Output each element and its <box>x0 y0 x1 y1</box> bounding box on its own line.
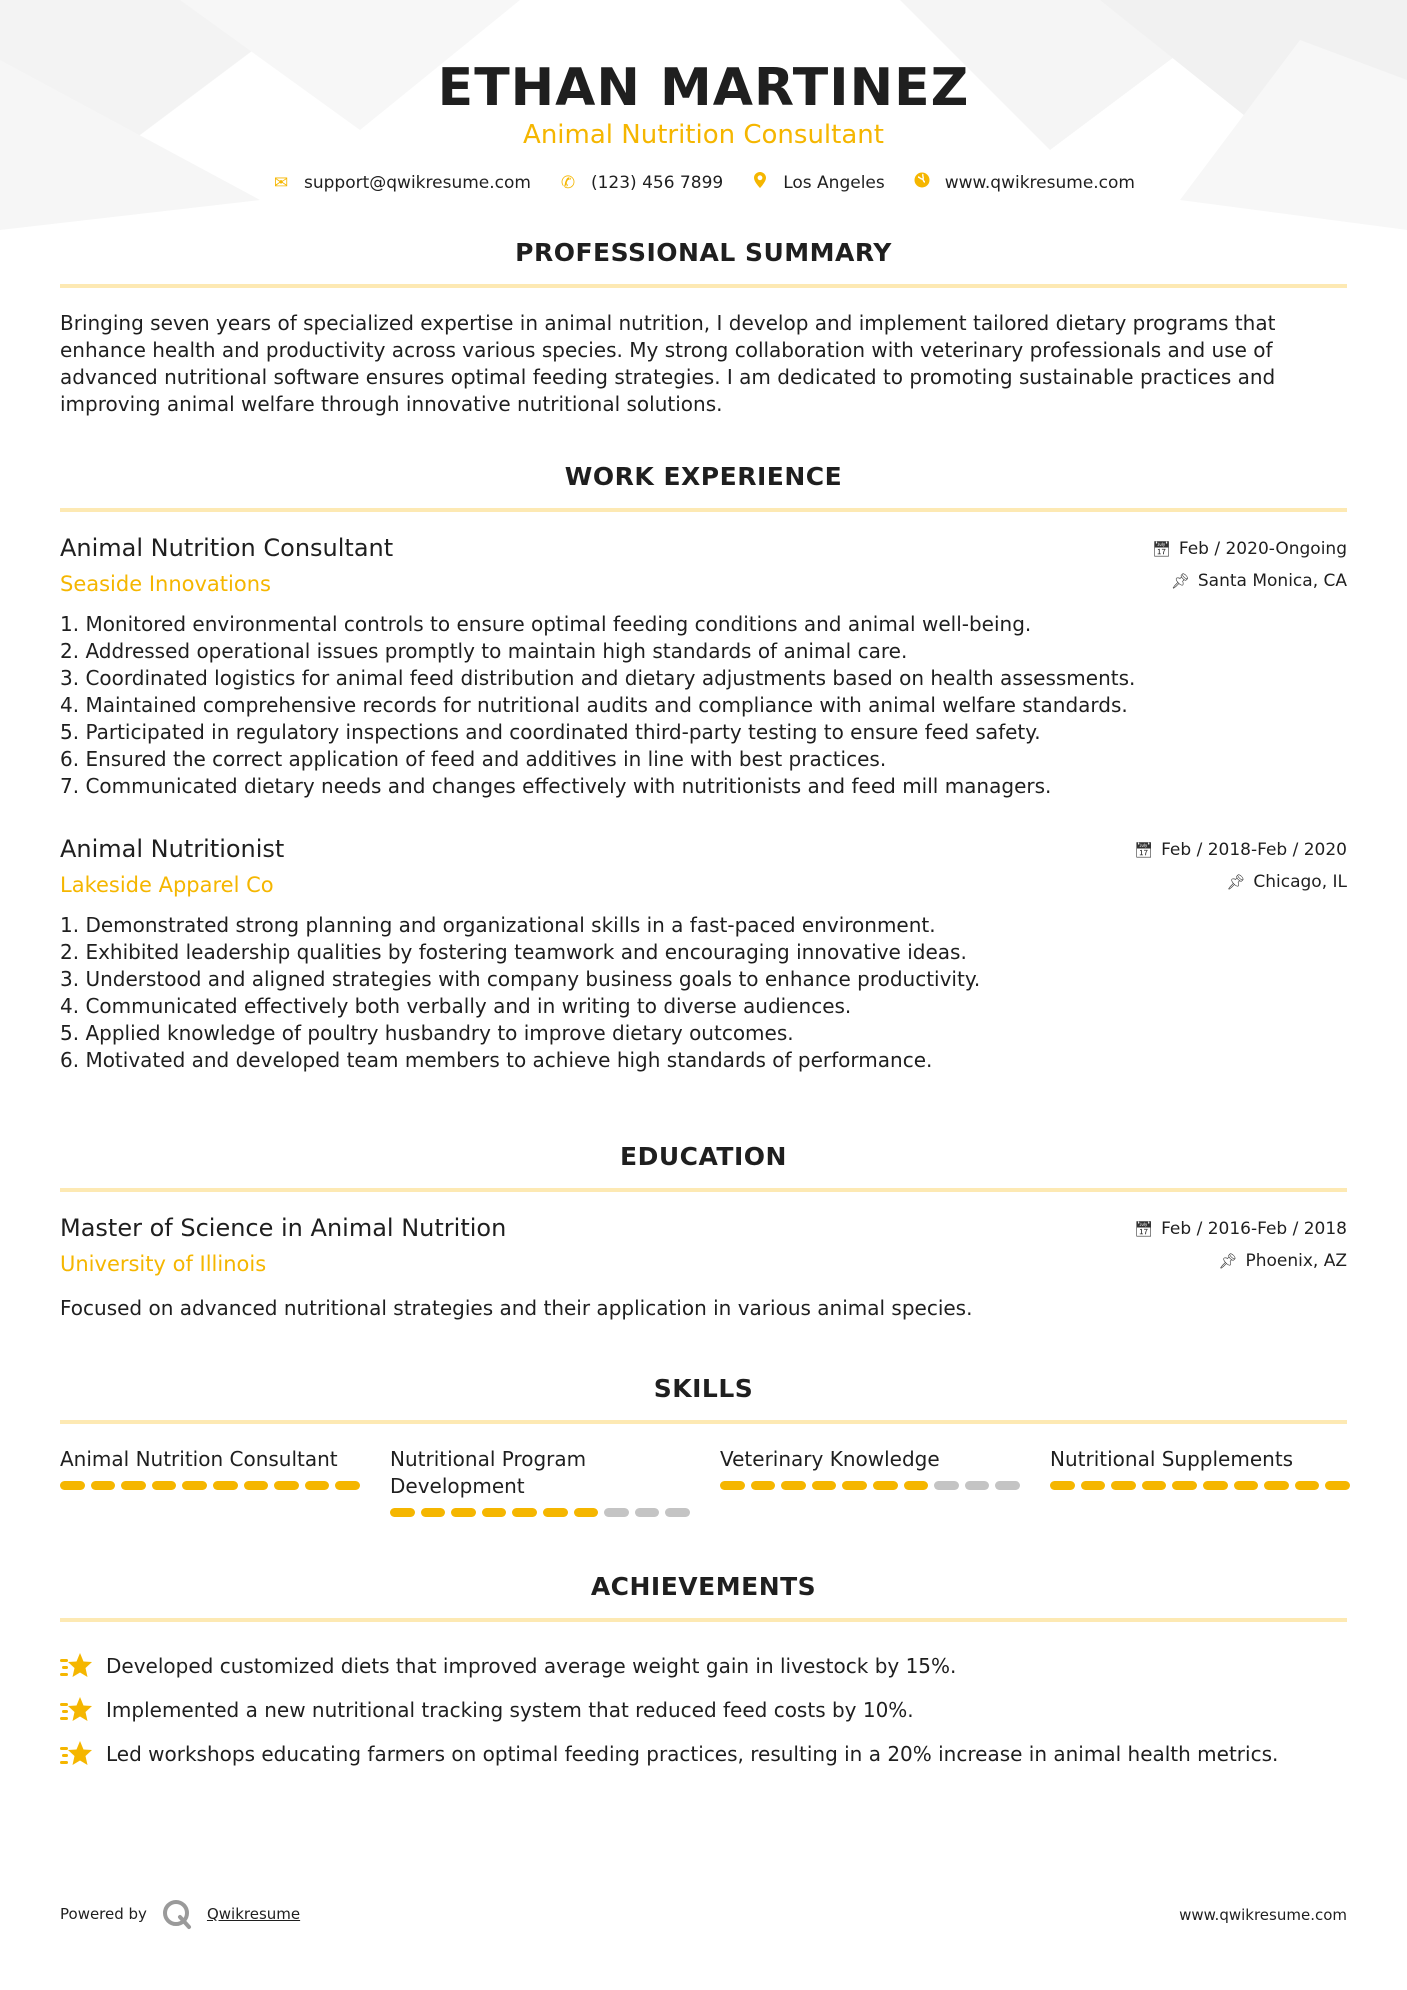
skill-level-segment <box>812 1481 837 1490</box>
list-item <box>60 1688 1347 1732</box>
achievements-divider <box>60 1618 1347 1622</box>
list-item: 1. Demonstrated strong planning and organizational skills in a fast-paced environment. <box>60 913 936 937</box>
list-item: 6. Motivated and developed team members to achieve high standards of performance. <box>60 1048 933 1072</box>
education-date-text: Feb / 2016-Feb / 2018 <box>1161 1219 1347 1239</box>
calendar-icon: 📅︎ <box>1134 1220 1154 1238</box>
job-location <box>1226 872 1347 892</box>
achievement-text: Implemented a new nutritional tracking system that reduced feed costs by 10%. <box>106 1698 914 1722</box>
contact-location-text: Los Angeles <box>783 172 885 193</box>
qwikresume-logo-icon <box>161 1898 193 1930</box>
school-name: University of Illinois <box>60 1252 267 1276</box>
skills-heading: SKILLS <box>653 1374 754 1403</box>
skill-level-segment <box>873 1481 898 1490</box>
contact-email-text: support@qwikresume.com <box>304 172 531 193</box>
job-title: Animal Nutritionist <box>60 835 285 863</box>
skill-level-segment <box>635 1508 660 1517</box>
contact-website-text: www.qwikresume.com <box>944 172 1135 193</box>
skill-level-segment <box>574 1508 599 1517</box>
skill-name: Nutritional Supplements <box>1050 1447 1294 1471</box>
skill-level-segment <box>335 1481 360 1490</box>
skill-level-segment <box>543 1508 568 1517</box>
skill-item <box>390 1446 690 1517</box>
experience-heading: WORK EXPERIENCE <box>564 462 843 491</box>
list-item <box>60 1644 1347 1688</box>
skill-level-segment <box>512 1508 537 1517</box>
job-date <box>1134 840 1347 860</box>
map-marker-icon <box>751 172 769 193</box>
skill-level-segment <box>1295 1481 1320 1490</box>
summary-divider <box>60 284 1347 288</box>
skill-level-segment <box>1050 1481 1075 1490</box>
skills-divider <box>60 1420 1347 1424</box>
skill-level-segment <box>1142 1481 1167 1490</box>
job-location-text: Santa Monica, CA <box>1197 571 1347 591</box>
summary-text: Bringing seven years of specialized expertise in animal nutrition, I develop and implement tailored dietary programs that enhance health and productivity across various species. My strong collaboration with veterinary professionals and use of advanced nutritional software ensures optimal feeding strategies. I am dedicated to promoting sustainable practices and improving animal welfare through innovative nutritional solutions. <box>60 311 1276 416</box>
star-badge-icon <box>60 1695 92 1725</box>
list-item: 3. Understood and aligned strategies with company business goals to enhance productivity. <box>60 967 981 991</box>
skill-level-segment <box>1325 1481 1350 1490</box>
skill-item <box>1050 1446 1350 1517</box>
skill-level-segment <box>904 1481 929 1490</box>
skill-level-segment <box>1111 1481 1136 1490</box>
achievement-text: Led workshops educating farmers on optimal feeding practices, resulting in a 20% increase in animal health metrics. <box>106 1742 1279 1766</box>
education-location <box>1218 1251 1347 1271</box>
globe-icon <box>913 172 931 193</box>
skill-level-segment <box>751 1481 776 1490</box>
list-item: 2. Exhibited leadership qualities by fostering teamwork and encouraging innovative ideas. <box>60 940 967 964</box>
skill-level-segment <box>152 1481 177 1490</box>
contact-location <box>751 172 885 193</box>
skill-level-bar <box>60 1481 360 1490</box>
achievements-heading: ACHIEVEMENTS <box>590 1572 817 1601</box>
list-item: 6. Ensured the correct application of feed and additives in line with best practices. <box>60 747 887 771</box>
skill-level-segment <box>182 1481 207 1490</box>
degree-title: Master of Science in Animal Nutrition <box>60 1214 507 1242</box>
education-date <box>1134 1219 1347 1239</box>
job-location-text: Chicago, IL <box>1253 872 1347 892</box>
experience-divider <box>60 508 1347 512</box>
skill-level-segment <box>274 1481 299 1490</box>
list-item: 1. Monitored environmental controls to ensure optimal feeding conditions and animal well-being. <box>60 612 1032 636</box>
skills-grid <box>60 1446 1347 1517</box>
phone-icon: ✆ <box>560 172 576 193</box>
pushpin-icon: 📌︎ <box>1218 1252 1238 1270</box>
candidate-role: Animal Nutrition Consultant <box>523 120 884 150</box>
list-item: 2. Addressed operational issues promptly to maintain high standards of animal care. <box>60 639 908 663</box>
footer-powered-by <box>60 1898 300 1930</box>
skill-item <box>60 1446 360 1517</box>
skill-level-segment <box>390 1508 415 1517</box>
star-badge-icon <box>60 1739 92 1769</box>
qwikresume-link[interactable]: Qwikresume <box>206 1905 301 1923</box>
contact-phone[interactable] <box>559 173 723 193</box>
skill-level-segment <box>1234 1481 1259 1490</box>
skill-level-segment <box>305 1481 330 1490</box>
skill-level-segment <box>1203 1481 1228 1490</box>
contact-phone-text: (123) 456 7899 <box>590 172 724 193</box>
skill-item <box>720 1446 1020 1517</box>
skill-level-segment <box>1081 1481 1106 1490</box>
skill-level-segment <box>213 1481 238 1490</box>
education-heading: EDUCATION <box>620 1142 787 1171</box>
skill-name: Nutritional Program Development <box>390 1447 587 1498</box>
skill-level-segment <box>934 1481 959 1490</box>
skill-level-bar <box>390 1508 690 1517</box>
skill-level-segment <box>421 1508 446 1517</box>
star-badge-icon <box>60 1651 92 1681</box>
job-date-text: Feb / 2020-Ongoing <box>1178 539 1347 559</box>
calendar-icon: 📅︎ <box>1134 841 1154 859</box>
education-location-text: Phoenix, AZ <box>1245 1251 1347 1271</box>
candidate-name: ETHAN MARTINEZ <box>437 58 970 118</box>
skill-level-segment <box>244 1481 269 1490</box>
contact-email[interactable] <box>272 173 531 193</box>
skill-level-segment <box>842 1481 867 1490</box>
skill-level-segment <box>995 1481 1020 1490</box>
skill-level-segment <box>482 1508 507 1517</box>
education-description: Focused on advanced nutritional strategies and their application in various animal species. <box>60 1296 973 1320</box>
skill-level-bar <box>1050 1481 1350 1490</box>
list-item: 5. Applied knowledge of poultry husbandry to improve dietary outcomes. <box>60 1021 794 1045</box>
skill-name: Animal Nutrition Consultant <box>60 1447 338 1471</box>
pushpin-icon: 📌︎ <box>1226 873 1246 891</box>
job-company: Seaside Innovations <box>60 572 271 596</box>
skill-level-bar <box>720 1481 1020 1490</box>
skill-level-segment <box>121 1481 146 1490</box>
skill-level-segment <box>60 1481 85 1490</box>
list-item: 3. Coordinated logistics for animal feed distribution and dietary adjustments based on health assessments. <box>60 666 1136 690</box>
summary-heading: PROFESSIONAL SUMMARY <box>515 238 892 267</box>
skill-level-segment <box>781 1481 806 1490</box>
contact-bar <box>60 172 1347 193</box>
job-date <box>1152 539 1347 559</box>
envelope-icon: ✉ <box>273 172 289 193</box>
job-title: Animal Nutrition Consultant <box>60 534 394 562</box>
skill-level-segment <box>665 1508 690 1517</box>
footer-website[interactable]: www.qwikresume.com <box>1179 1906 1347 1924</box>
powered-by-label: Powered by <box>60 1905 147 1923</box>
skill-level-segment <box>720 1481 745 1490</box>
skill-level-segment <box>1172 1481 1197 1490</box>
achievement-text: Developed customized diets that improved average weight gain in livestock by 15%. <box>106 1654 957 1678</box>
skill-name: Veterinary Knowledge <box>720 1447 940 1471</box>
list-item: 7. Communicated dietary needs and changes effectively with nutritionists and feed mill managers. <box>60 774 1052 798</box>
achievements-list <box>60 1644 1347 1776</box>
skill-level-segment <box>451 1508 476 1517</box>
list-item: 4. Communicated effectively both verbally and in writing to diverse audiences. <box>60 994 852 1018</box>
calendar-icon: 📅︎ <box>1151 540 1171 558</box>
list-item <box>60 1732 1347 1776</box>
job-company: Lakeside Apparel Co <box>60 873 274 897</box>
skill-level-segment <box>1264 1481 1289 1490</box>
education-divider <box>60 1188 1347 1192</box>
skill-level-segment <box>604 1508 629 1517</box>
skill-level-segment <box>965 1481 990 1490</box>
job-location <box>1171 571 1347 591</box>
contact-website[interactable] <box>913 172 1135 193</box>
list-item: 5. Participated in regulatory inspections and coordinated third-party testing to ensure feed safety. <box>60 720 1041 744</box>
pushpin-icon: 📌︎ <box>1170 572 1190 590</box>
job-date-text: Feb / 2018-Feb / 2020 <box>1161 840 1347 860</box>
job-duties <box>60 611 1347 800</box>
skill-level-segment <box>91 1481 116 1490</box>
list-item: 4. Maintained comprehensive records for nutritional audits and compliance with animal welfare standards. <box>60 693 1128 717</box>
job-duties <box>60 912 1347 1074</box>
